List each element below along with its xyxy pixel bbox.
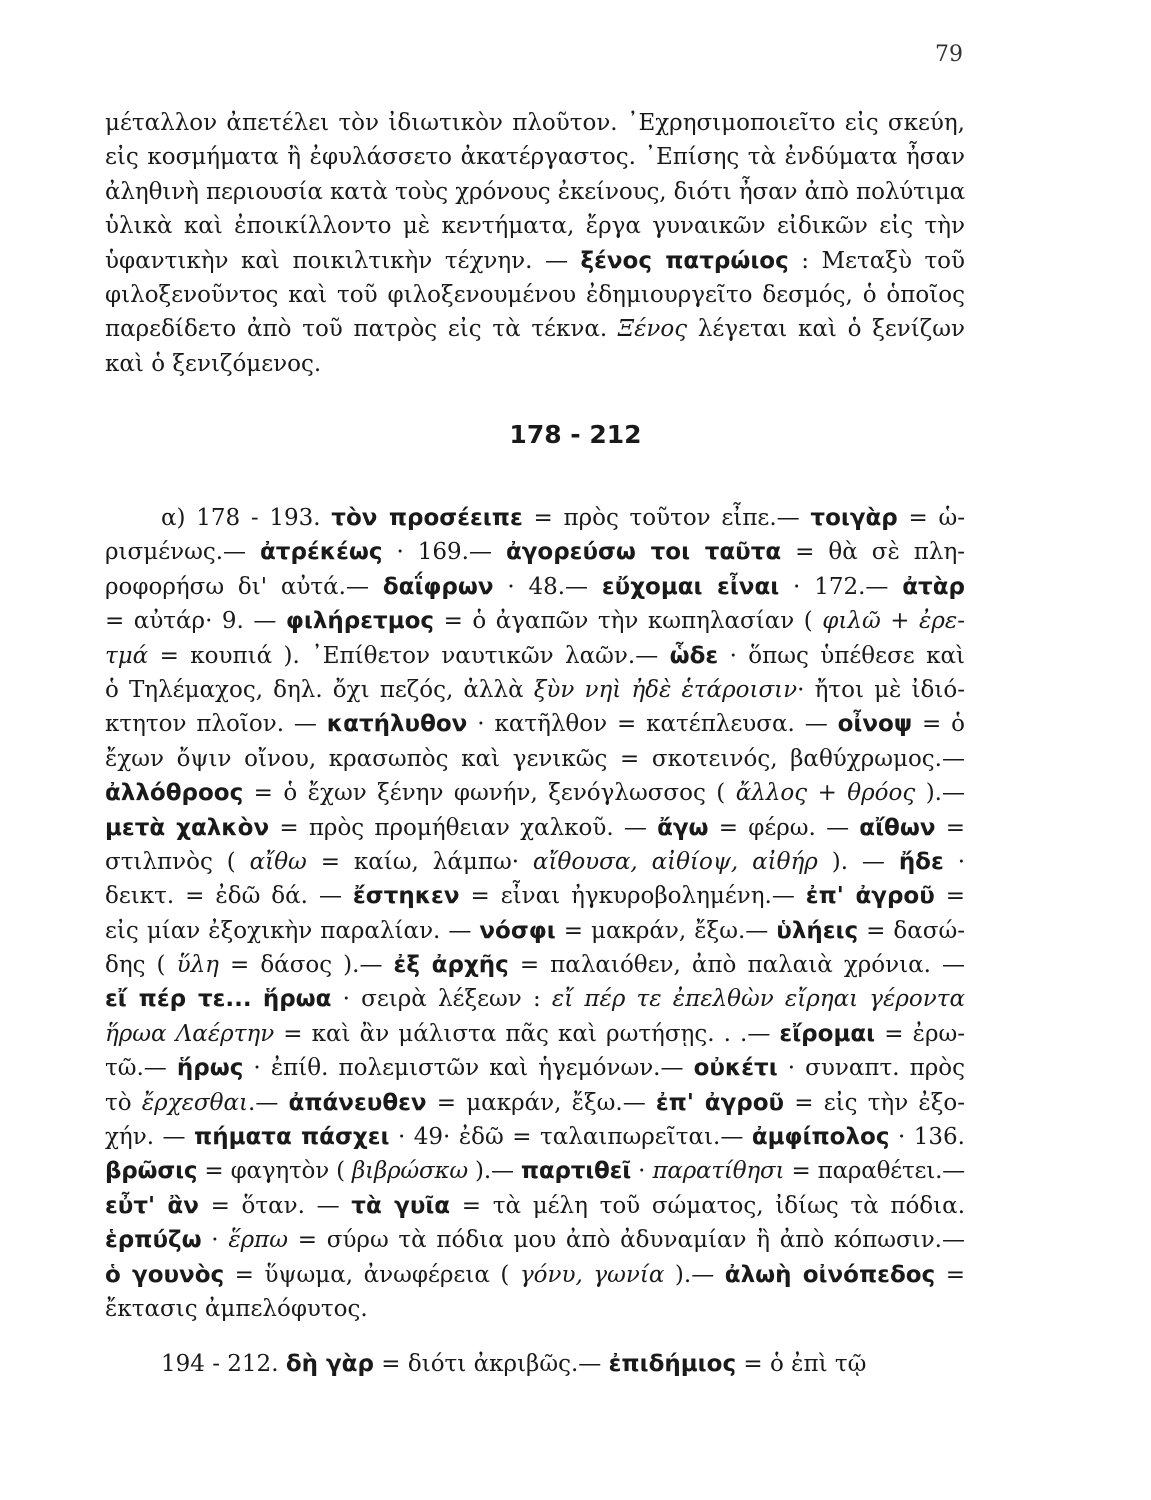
gloss-text: = <box>935 1261 965 1288</box>
gloss-text: ὑλικὰ καὶ ἐποικίλλοντο μὲ κεντήματα, ἔργα γυναικῶν εἰδικῶν εἰς τὴν <box>105 213 965 240</box>
gloss-text: = <box>934 883 966 910</box>
lemma: ἥρωα <box>262 986 332 1013</box>
lemma: ἀμφίπολος <box>751 1124 890 1151</box>
quotation: εἴ πέρ τε ἐπελθὼν εἴρηαι γέροντα <box>551 986 965 1013</box>
gloss-text: λέγεται καὶ ὁ ξενίζων <box>687 316 965 343</box>
quotation: ἄλλος + θρόος <box>735 780 916 807</box>
gloss-text: ὁ Τηλέμαχος, δηλ. ὄχι πεζός, ἀλλὰ <box>105 676 534 703</box>
text-line <box>105 742 965 776</box>
text-line <box>105 1120 965 1154</box>
gloss-text: = σύρω τὰ πόδια μου ἀπὸ ἀδυναμίαν ἢ ἀπὸ κόπωσιν.— <box>288 1227 965 1254</box>
gloss-text: = <box>935 814 965 841</box>
lemma: τοιγὰρ <box>810 505 898 531</box>
gloss-text: = δασώ- <box>858 917 966 944</box>
gloss-text: τῶ.— <box>105 1055 177 1082</box>
quotation: ἥρωα Λαέρτην <box>105 1020 275 1047</box>
gloss-text: · <box>943 848 966 875</box>
text-line <box>105 175 965 209</box>
gloss-text: = φαγητὸν ( <box>197 1158 353 1185</box>
gloss-text: = εἶναι ἠγκυροβολημένη.— <box>459 883 806 910</box>
lemma: πήματα πάσχει <box>194 1124 390 1151</box>
lemma: ἔστηκεν <box>352 883 460 910</box>
lemma: ἀγορεύσω τοι ταῦτα <box>505 539 782 566</box>
lemma: τὸν προσέειπε <box>331 505 523 531</box>
gloss-text: · 169.— <box>382 539 506 566</box>
gloss-text: α) 178 - 193. <box>161 505 332 531</box>
gloss-text: = ὕψωμα, ἀνωφέρεια ( <box>224 1261 520 1288</box>
lemma: ἐπιδήμιος <box>608 1351 737 1377</box>
gloss-text: δεικτ. = ἐδῶ δά. — <box>105 883 353 910</box>
text-line <box>105 209 965 243</box>
lemma: ὧδε <box>669 642 719 669</box>
gloss-text: · ἐπίθ. πολεμιστῶν καὶ ἡγεμόνων.— <box>243 1055 694 1082</box>
text-line <box>105 347 965 381</box>
gloss-text: ).— <box>467 1158 521 1185</box>
gloss-text: ὑφαντικὴν καὶ ποικιλτικὴν τέχνην. — <box>105 247 581 274</box>
text-line <box>105 948 965 982</box>
lemma: ἀλωὴ οἰνόπεδος <box>724 1261 936 1288</box>
text-line <box>105 673 965 707</box>
quotation: γόνυ, γωνία <box>519 1261 665 1288</box>
gloss-text: = κουπιά ). ᾿Επίθετον ναυτικῶν λαῶν.— <box>148 642 670 669</box>
quotation: ἕρπω <box>228 1227 289 1254</box>
lemma: ἤδε <box>898 848 944 875</box>
section-heading: 178 - 212 <box>509 420 642 449</box>
gloss-text: = ὁ ἀγαπῶν τὴν κωπηλασίαν ( <box>434 608 823 635</box>
lemma: ἄγω <box>657 814 709 841</box>
gloss-text: = δάσος ).— <box>218 952 394 979</box>
lemma: ξένος πατρώιος <box>580 247 789 274</box>
lemma: παρτιθεῖ <box>520 1158 632 1185</box>
text-line <box>105 982 965 1016</box>
gloss-text: ). — <box>817 848 899 875</box>
gloss-text: μέταλλον ἀπετέλει τὸν ἰδιωτικὸν πλοῦτον. ᾿Εχρησιμοποιεῖτο εἰς σκεύη, <box>105 110 965 136</box>
gloss-text: = φέρω. — <box>708 814 860 841</box>
lemma: ἑρπύζω <box>105 1227 202 1254</box>
paragraph-commentary-b <box>105 1347 965 1381</box>
lemma: ἀπάνευθεν <box>288 1089 427 1116</box>
gloss-text: = καίω, λάμπω· <box>306 848 533 875</box>
lemma: αἴθων <box>859 814 936 841</box>
lemma: ἐπ' ἀγροῦ <box>655 1089 785 1116</box>
gloss-text: · 136. <box>889 1124 965 1151</box>
text-line <box>105 1086 965 1120</box>
quotation: αἴθω <box>249 848 307 875</box>
lemma: τὰ γυῖα <box>351 1192 451 1219</box>
text-line <box>105 535 965 569</box>
gloss-text: · σειρὰ λέξεων : <box>331 986 552 1013</box>
gloss-text: κτητον πλοῖον. — <box>105 711 327 738</box>
gloss-text: = ὁ ἐπὶ τῷ <box>736 1351 867 1377</box>
text-line <box>105 914 965 948</box>
lemma: ἀλλόθροος <box>105 780 244 807</box>
lemma: ἀτρέκέως <box>260 539 383 566</box>
paragraph-commentary-a <box>105 501 965 1326</box>
text-line <box>105 1017 965 1051</box>
lemma: ἐπ' ἀγροῦ <box>805 883 935 910</box>
text-line <box>105 312 965 346</box>
lemma: φιλήρετμος <box>285 608 435 635</box>
gloss-text: = ὡ- <box>897 505 966 531</box>
text-line <box>105 639 965 673</box>
text-line <box>105 811 965 845</box>
quotation: βιβρώσκω <box>352 1158 468 1185</box>
gloss-text: · <box>631 1158 653 1185</box>
gloss-text: χήν. — <box>105 1124 194 1151</box>
gloss-text: · 49· ἐδῶ = ταλαιπωρεῖται.— <box>389 1124 752 1151</box>
quotation: παρατίθησι <box>652 1158 785 1185</box>
gloss-text: = αὐτάρ· 9. — <box>105 608 286 635</box>
gloss-text: = καὶ ἂν μάλιστα πᾶς καὶ ρωτήσῃς. . .— <box>274 1020 780 1047</box>
quotation: φιλῶ + ἐρε- <box>822 608 965 635</box>
lemma: νόσφι <box>479 917 556 944</box>
lemma: εὔχομαι εἶναι <box>601 573 780 600</box>
lemma: ὁ γουνὸς <box>105 1261 225 1288</box>
text-line <box>105 707 965 741</box>
text-line <box>105 1154 965 1188</box>
gloss-text: παρεδίδετο ἀπὸ τοῦ πατρὸς εἰς τὰ τέκνα. <box>105 316 618 343</box>
gloss-text: · ἤτοι μὲ ἰδιό- <box>797 676 966 703</box>
gloss-text: ).— <box>664 1261 725 1288</box>
gloss-text: = μακράν, ἔξω.— <box>555 917 777 944</box>
quotation: Ξένος <box>617 316 688 343</box>
gloss-text: ἔκτασις ἀμπελόφυτος. <box>105 1295 368 1322</box>
gloss-text: = μακράν, ἔξω.— <box>426 1089 656 1116</box>
gloss-text: τὸ <box>105 1089 142 1116</box>
text-line <box>105 879 965 913</box>
text-line <box>105 1223 965 1257</box>
text-line <box>105 106 965 140</box>
gloss-text: ).— <box>915 780 965 807</box>
quotation: ὕλη <box>176 952 219 979</box>
text-line <box>105 776 965 810</box>
text-line <box>105 570 965 604</box>
lemma: εὖτ' ἂν <box>105 1192 199 1219</box>
gloss-text: = παλαιόθεν, ἀπὸ παλαιὰ χρόνια. — <box>508 952 966 979</box>
gloss-text: · 172.— <box>779 573 903 600</box>
gloss-text: = πρὸς προμήθειαν χαλκοῦ. — <box>269 814 658 841</box>
quotation: αἴθουσα, αἰθίοψ, αἰθήρ <box>532 848 818 875</box>
gloss-text: καὶ ὁ ξενιζόμενος. <box>105 350 322 377</box>
lemma: μετὰ χαλκὸν <box>105 814 270 841</box>
quotation: ἔρχεσθαι <box>141 1089 249 1116</box>
text-line <box>105 501 965 535</box>
lemma: ἐξ ἀρχῆς <box>393 952 509 979</box>
gloss-text: ροφορήσω δι' αὐτά.— <box>105 573 383 600</box>
gloss-text: ρισμένως.— <box>105 539 260 566</box>
lemma: δαΐφρων <box>382 573 494 600</box>
lemma: ὑλήεις <box>776 917 859 944</box>
gloss-text: 194 - 212. <box>161 1351 286 1377</box>
gloss-text: · <box>201 1227 229 1254</box>
text-line <box>105 278 965 312</box>
gloss-text: · συναπτ. πρὸς <box>777 1055 965 1082</box>
lemma: εἴρομαι <box>779 1020 876 1047</box>
gloss-text: = ὅταν. — <box>198 1192 352 1219</box>
gloss-text: = παραθέτει.— <box>784 1158 965 1185</box>
paragraph-intro <box>105 106 965 381</box>
gloss-text: = πρὸς τοῦτον εἶπε.— <box>522 505 811 531</box>
gloss-text: · 48.— <box>493 573 602 600</box>
text-line <box>105 1051 965 1085</box>
gloss-text: · κατῆλθον = κατέπλευσα. — <box>467 711 838 738</box>
text-line <box>105 140 965 174</box>
page-number: 79 <box>935 42 963 67</box>
lemma: βρῶσις <box>105 1158 198 1185</box>
lemma: εἴ πέρ τε... <box>105 986 252 1013</box>
lemma: κατήλυθον <box>326 711 468 738</box>
text-line <box>105 604 965 638</box>
gloss-text: στιλπνὸς ( <box>105 848 250 875</box>
lemma: οὐκέτι <box>693 1055 778 1082</box>
gloss-text: ἀληθινὴ περιουσία κατὰ τοὺς χρόνους ἐκείνους, διότι ἦσαν ἀπὸ πολύτιμα <box>105 178 965 205</box>
gloss-text: · ὅπως ὑπέθεσε καὶ <box>718 642 965 669</box>
gloss-text: = θὰ σὲ πλη- <box>781 539 965 566</box>
gloss-text: δης ( <box>105 952 177 979</box>
text-line <box>105 1258 965 1292</box>
gloss-text: = ὁ ἔχων ξένην φωνήν, ξενόγλωσσος ( <box>243 780 736 807</box>
gloss-text: εἰς μίαν ἐξοχικὴν παραλίαν. — <box>105 917 480 944</box>
gloss-text: = διότι ἀκριβῶς.— <box>373 1351 609 1377</box>
gloss-text: = εἰς τὴν ἐξο- <box>784 1089 965 1116</box>
gloss-text: .— <box>248 1089 289 1116</box>
gloss-text <box>252 986 263 1012</box>
lemma: ἀτὰρ <box>902 573 965 600</box>
gloss-text: εἰς κοσμήματα ἢ ἐφυλάσσετο ἀκατέργαστος. ᾿Επίσης τὰ ἐνδύματα ἦσαν <box>105 144 965 171</box>
gloss-text: ἔχων ὄψιν οἴνου, κρασωπὸς καὶ γενικῶς = σκοτεινός, βαθύχρωμος.— <box>105 745 965 772</box>
gloss-text: : Μεταξὺ τοῦ <box>788 247 966 274</box>
lemma: οἶνοψ <box>837 711 913 738</box>
lemma: ἥρως <box>176 1055 244 1082</box>
text-line <box>105 1292 965 1326</box>
lemma: δὴ γὰρ <box>285 1351 374 1377</box>
quotation: τμά <box>105 642 149 669</box>
gloss-text: = ὁ <box>912 711 965 738</box>
text-line <box>105 244 965 278</box>
text-line <box>105 1189 965 1223</box>
quotation: ξὺν νηὶ ἠδὲ ἑτάροισιν <box>533 676 798 703</box>
text-line <box>105 1347 965 1381</box>
gloss-text: = τὰ μέλη τοῦ σώματος, ἰδίως τὰ πόδια. <box>450 1192 966 1219</box>
gloss-text: = ἐρω- <box>875 1020 965 1047</box>
text-line <box>105 845 965 879</box>
gloss-text: φιλοξενοῦντος καὶ τοῦ φιλοξενουμένου ἐδημιουργεῖτο δεσμός, ὁ ὁποῖος <box>105 281 965 308</box>
